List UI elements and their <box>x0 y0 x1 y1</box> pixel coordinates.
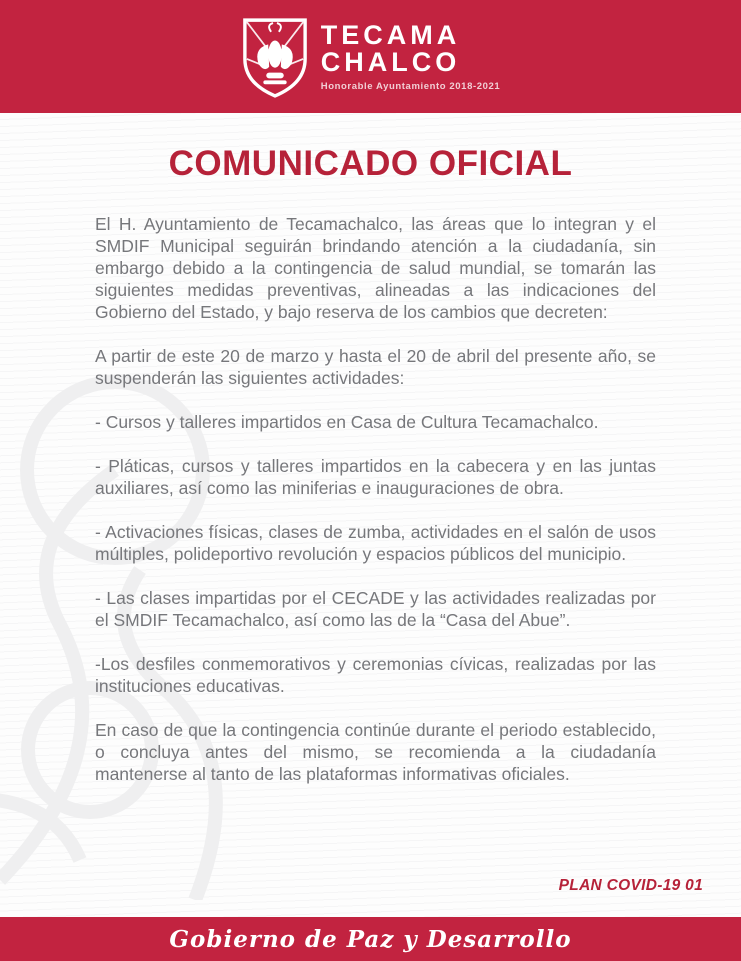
body-paragraph-closing: En caso de que la contingencia continúe durante el periodo establecido, o concluya antes del mismo, se recomienda a la ciudadanía mantenerse al tanto de las plataformas informativas oficiales. <box>95 720 656 784</box>
bullet-item-5: -Los desfiles conmemorativos y ceremonias cívicas, realizadas por las instituciones educativas. <box>95 654 656 696</box>
footer-slogan: Gobierno de Paz y Desarrollo <box>169 925 572 953</box>
body-paragraph-intro: El H. Ayuntamiento de Tecamachalco, las áreas que lo integran y el SMDIF Municipal seguirán brindando atención a la ciudadanía, sin embargo debido a la contingencia de salud mundial, se tomarán las siguientes medidas preventivas, alineadas a las indicaciones del Gobierno del Estado, y bajo reserva de los cambios que decreten: <box>95 214 656 322</box>
body-paragraph-period: A partir de este 20 de marzo y hasta el 20 de abril del presente año, se suspenderán las siguientes actividades: <box>95 346 656 388</box>
bullet-item-2: - Pláticas, cursos y talleres impartidos en la cabecera y en las juntas auxiliares, así como las miniferias e inauguraciones de obra. <box>95 456 656 498</box>
brand-subtitle: Honorable Ayuntamiento 2018-2021 <box>320 80 501 92</box>
brand-line-2: CHALCO <box>320 46 461 77</box>
header-band <box>0 0 741 113</box>
document-body <box>95 213 656 807</box>
coat-of-arms-icon <box>241 16 309 100</box>
footer-band <box>0 917 741 961</box>
brand-line-1: TECAMA <box>320 19 461 50</box>
brand-block <box>320 19 501 92</box>
bullet-item-3: - Activaciones físicas, clases de zumba, actividades en el salón de usos múltiples, polideportivo revolución y espacios públicos del municipio. <box>95 522 656 564</box>
bullet-item-1: - Cursos y talleres impartidos en Casa de Cultura Tecamachalco. <box>95 412 599 432</box>
bullet-item-4: - Las clases impartidas por el CECADE y las actividades realizadas por el SMDIF Tecamachalco, así como las de la “Casa del Abue”. <box>95 588 656 630</box>
page-title: COMUNICADO OFICIAL <box>168 144 573 183</box>
plan-covid-label: PLAN COVID-19 01 <box>558 877 703 894</box>
